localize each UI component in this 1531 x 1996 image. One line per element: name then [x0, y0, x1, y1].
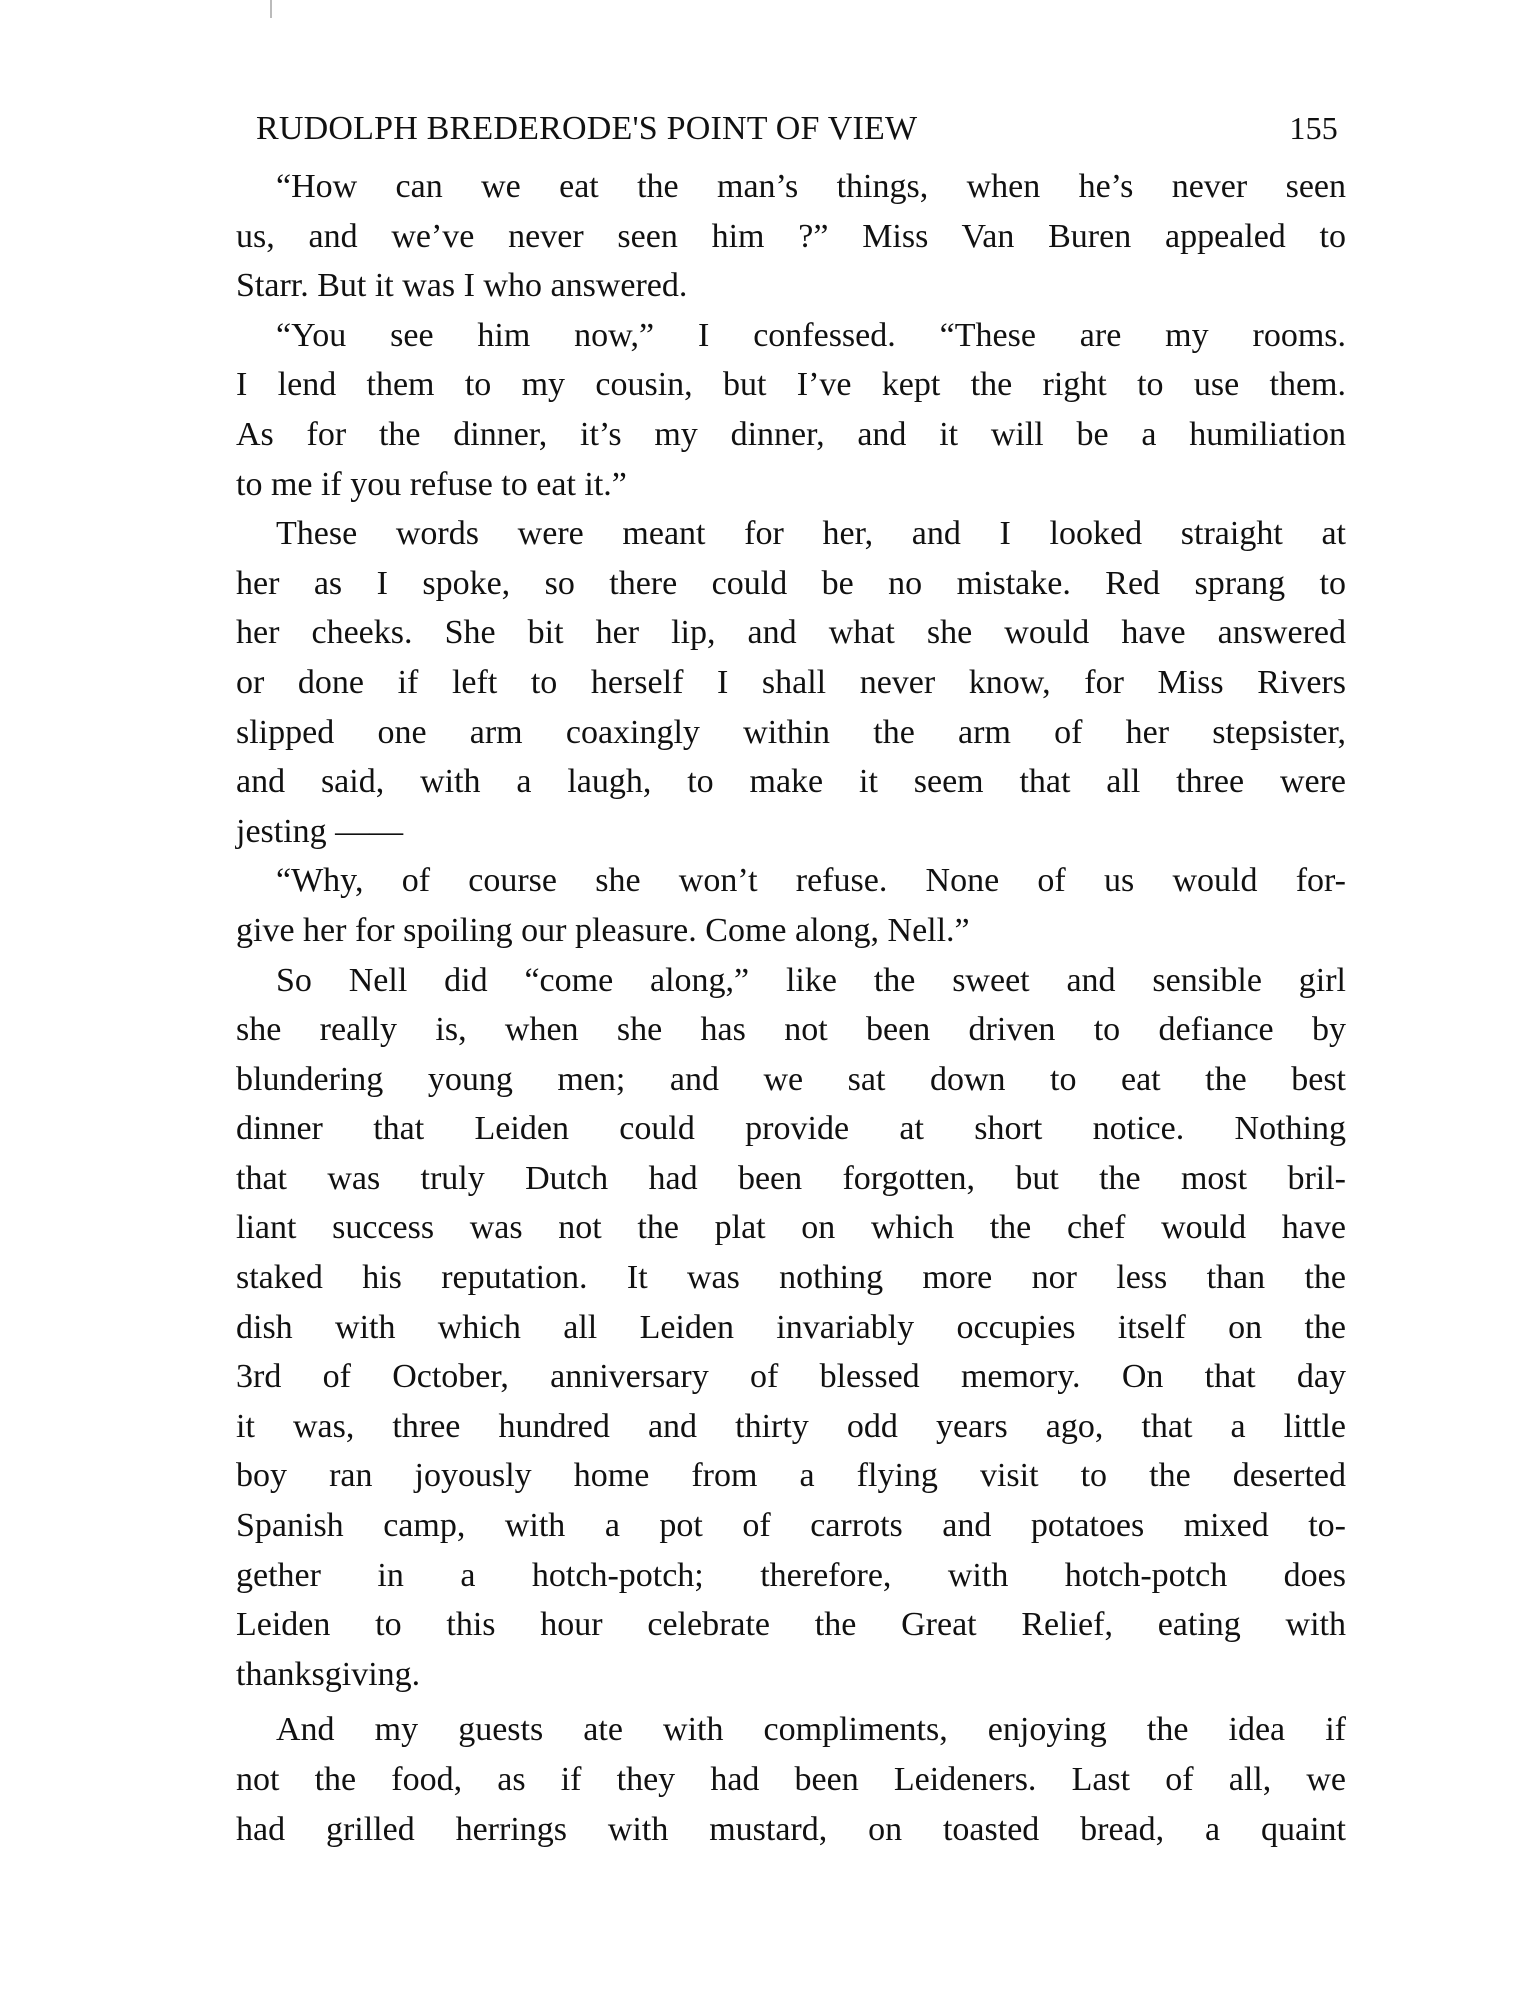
text-line: had grilled herrings with mustard, on toasted bread, a quaint [236, 1810, 1346, 1848]
text-line: give her for spoiling our pleasure. Come along, Nell.” [236, 911, 970, 949]
text-line: her cheeks. She bit her lip, and what she would have answered [236, 614, 1346, 652]
text-line: Spanish camp, with a pot of carrots and potatoes mixed to- [236, 1507, 1346, 1545]
text-line: us, and we’ve never seen him ?” Miss Van Buren appealed to [236, 217, 1346, 255]
book-page [236, 110, 1346, 1854]
text-line: or done if left to herself I shall never know, for Miss Rivers [236, 663, 1346, 701]
paragraph [236, 1705, 1346, 1854]
text-line: she really is, when she has not been driven to defiance by [236, 1011, 1346, 1049]
paragraph [236, 509, 1346, 856]
text-line: Starr. But it was I who answered. [236, 267, 688, 305]
paragraph [236, 162, 1346, 311]
text-line: slipped one arm coaxingly within the arm of her stepsister, [236, 713, 1346, 751]
text-line: boy ran joyously home from a flying visit to the deserted [236, 1457, 1346, 1495]
text-line: These words were meant for her, and I looked straight at [276, 515, 1346, 553]
text-line: that was truly Dutch had been forgotten, but the most bril- [236, 1159, 1346, 1197]
text-line: her as I spoke, so there could be no mistake. Red sprang to [236, 564, 1346, 602]
text-line: gether in a hotch-potch; therefore, with hotch-potch does [236, 1556, 1346, 1594]
scan-artifact-mark [270, 0, 272, 18]
text-line: “Why, of course she won’t refuse. None of us would for- [276, 862, 1346, 900]
text-line: staked his reputation. It was nothing more nor less than the [236, 1259, 1346, 1297]
text-line: to me if you refuse to eat it.” [236, 465, 627, 503]
paragraph [236, 856, 1346, 955]
text-line: not the food, as if they had been Leideners. Last of all, we [236, 1761, 1346, 1798]
text-line: liant success was not the plat on which the chef would have [236, 1209, 1346, 1247]
text-line: “You see him now,” I confessed. “These are my rooms. [276, 316, 1346, 354]
text-line: it was, three hundred and thirty odd years ago, that a little [236, 1407, 1346, 1445]
running-head-title: RUDOLPH BREDERODE'S POINT OF VIEW [256, 110, 918, 147]
paragraph [236, 956, 1346, 1700]
text-line: 3rd of October, anniversary of blessed memory. On that day [236, 1358, 1346, 1396]
text-line: As for the dinner, it’s my dinner, and it will be a humiliation [236, 415, 1346, 453]
text-line: dinner that Leiden could provide at short notice. Nothing [236, 1110, 1346, 1148]
running-head [256, 110, 1346, 162]
text-line: I lend them to my cousin, but I’ve kept the right to use them. [236, 366, 1346, 404]
text-line: blundering young men; and we sat down to eat the best [236, 1060, 1346, 1098]
text-line: dish with which all Leiden invariably occupies itself on the [236, 1308, 1346, 1346]
text-line: “How can we eat the man’s things, when he’s never seen [276, 168, 1346, 205]
paragraph [236, 311, 1346, 509]
text-line: thanksgiving. [236, 1655, 421, 1693]
text-line: So Nell did “come along,” like the sweet and sensible girl [276, 961, 1346, 999]
text-line: jesting —— [236, 812, 404, 850]
text-line: and said, with a laugh, to make it seem that all three were [236, 763, 1346, 801]
text-line: And my guests ate with compliments, enjoying the idea if [276, 1711, 1346, 1749]
page-number: 155 [1289, 110, 1338, 146]
body-text [236, 162, 1346, 1854]
text-line: Leiden to this hour celebrate the Great Relief, eating with [236, 1606, 1346, 1644]
